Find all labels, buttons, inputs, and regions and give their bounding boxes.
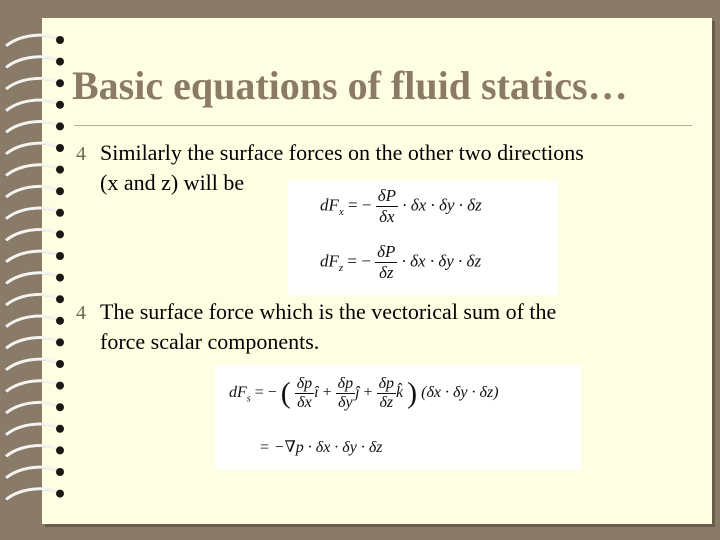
bullet-1-line1: Similarly the surface forces on the other two directions [100, 140, 584, 165]
bullet-2-line2: force scalar components. [100, 329, 320, 354]
binding-ring [6, 446, 64, 458]
slide-title: Basic equations of fluid statics… [72, 63, 628, 108]
equation-dFz: $dF_z$ = − $\frac{\delta P}{\delta z}$ · δx · δy · δz [320, 242, 482, 282]
spiral-binding [0, 0, 80, 540]
binding-ring [6, 424, 64, 436]
bullet-icon: 4 [76, 302, 86, 324]
bullet-icon: 4 [76, 143, 86, 165]
binding-ring [6, 186, 64, 198]
bullet-1-line2: (x and z) will be [100, 170, 245, 195]
binding-ring [6, 273, 64, 285]
binding-ring [6, 489, 64, 501]
equation-dFx: $dF_x$ = − $\frac{\delta P}{\delta x}$ · δx · δy · δz [320, 186, 482, 226]
equation-gradient-form: = −∇p · δx · δy · δz [259, 439, 383, 456]
binding-ring [6, 294, 64, 306]
binding-ring [6, 78, 64, 90]
binding-ring [6, 143, 64, 155]
binding-ring [6, 122, 64, 134]
bullet-2-text [100, 297, 694, 357]
binding-ring [6, 208, 64, 220]
binding-ring [6, 381, 64, 393]
binding-ring [6, 467, 64, 479]
title-divider [74, 125, 692, 126]
binding-ring [6, 57, 64, 69]
binding-ring [6, 251, 64, 263]
binding-ring [6, 35, 64, 47]
binding-ring [6, 230, 64, 242]
bullet-2-line1: The surface force which is the vectorical sum of the [100, 299, 557, 324]
equation-dFs: $dF_s$ = − ( $\frac{\delta p}{\delta x}$ î + $\frac{\delta p}{\delta y}$ ĵ + $\frac{\delta p}{\delta z}$ k̂ ) (δx · δy · δz) [229, 375, 499, 411]
binding-ring [6, 402, 64, 414]
binding-ring [6, 359, 64, 371]
equation-total-surface-force [215, 365, 581, 470]
equation-surface-forces-xz [288, 180, 558, 295]
binding-ring [6, 316, 64, 328]
binding-ring [6, 338, 64, 350]
binding-ring [6, 165, 64, 177]
binding-ring [6, 100, 64, 112]
